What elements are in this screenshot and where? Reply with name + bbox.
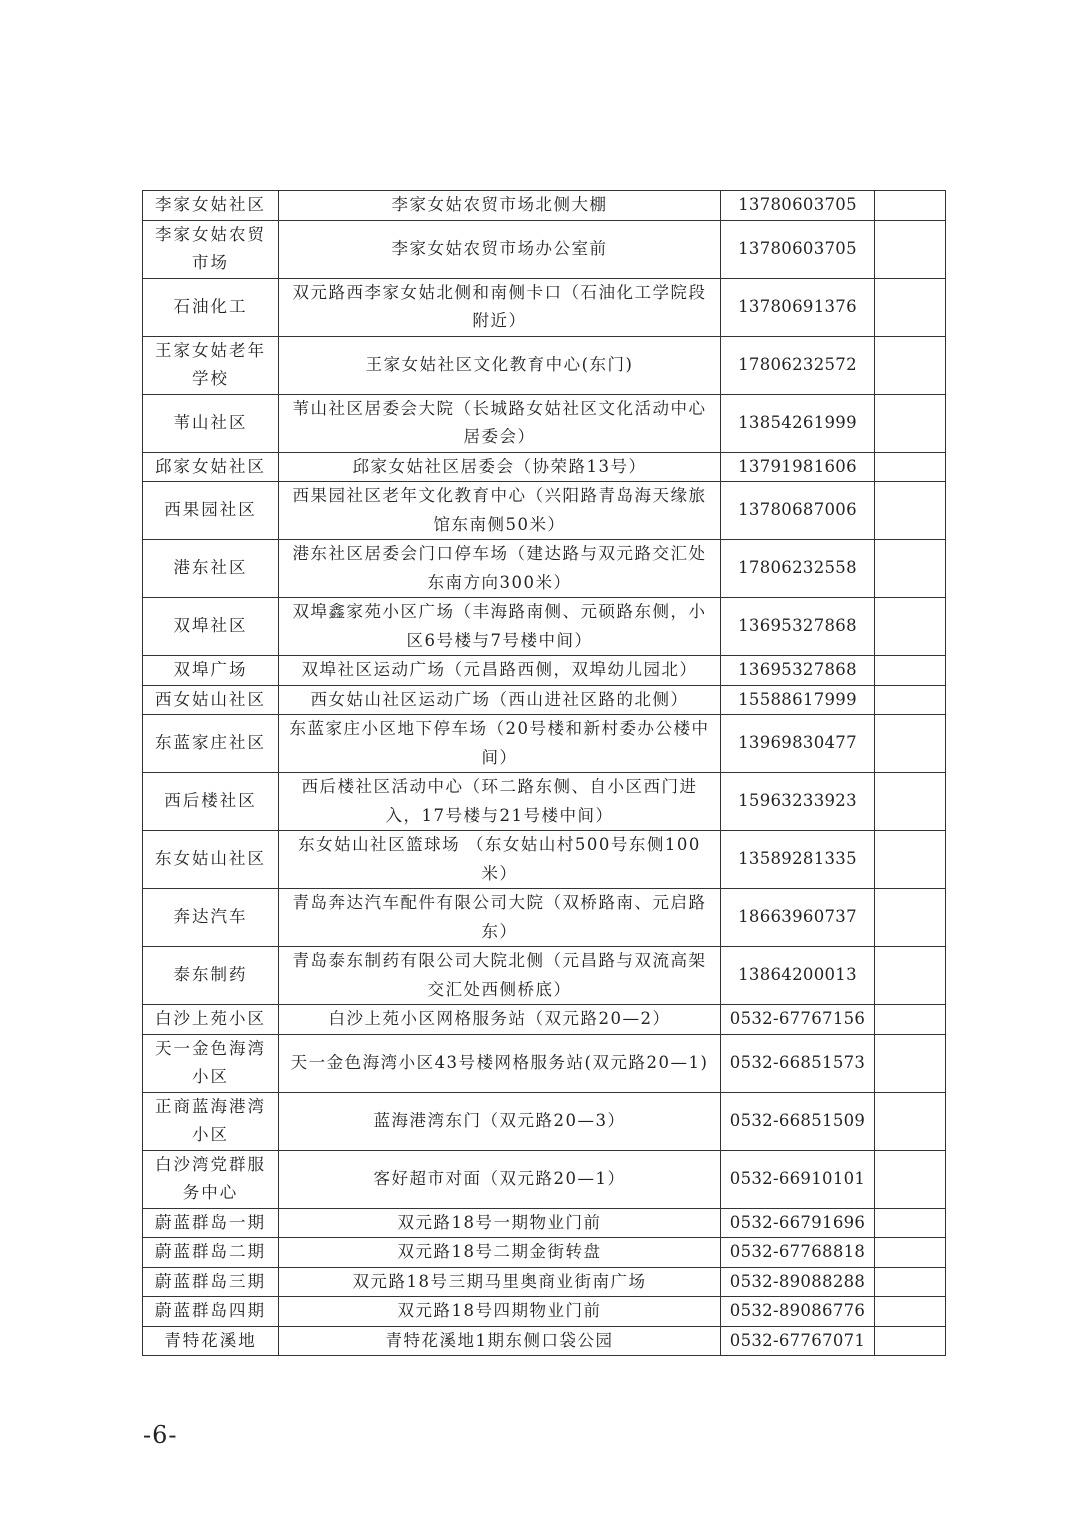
table-row — [143, 191, 946, 221]
cell-address: 蓝海港湾东门（双元路20—3） — [279, 1092, 721, 1150]
cell-phone: 13854261999 — [721, 394, 875, 452]
cell-address: 双元路18号三期马里奥商业街南广场 — [279, 1267, 721, 1297]
table-row — [143, 715, 946, 773]
cell-note — [875, 1208, 946, 1238]
cell-site-name: 蔚蓝群岛三期 — [143, 1267, 279, 1297]
cell-site-name: 西女姑山社区 — [143, 685, 279, 715]
table-row — [143, 1238, 946, 1268]
cell-phone: 0532-66910101 — [721, 1150, 875, 1208]
cell-site-name: 西后楼社区 — [143, 773, 279, 831]
cell-phone: 13791981606 — [721, 452, 875, 482]
table-row — [143, 220, 946, 278]
cell-note — [875, 336, 946, 394]
cell-phone: 0532-89088288 — [721, 1267, 875, 1297]
cell-site-name: 王家女姑老年学校 — [143, 336, 279, 394]
cell-site-name: 蔚蓝群岛一期 — [143, 1208, 279, 1238]
cell-address: 双埠社区运动广场（元昌路西侧，双埠幼儿园北） — [279, 656, 721, 686]
cell-phone: 18663960737 — [721, 889, 875, 947]
cell-site-name: 石油化工 — [143, 278, 279, 336]
table-row — [143, 831, 946, 889]
table-row — [143, 656, 946, 686]
cell-note — [875, 482, 946, 540]
cell-note — [875, 220, 946, 278]
cell-phone: 13589281335 — [721, 831, 875, 889]
cell-note — [875, 773, 946, 831]
cell-address: 天一金色海湾小区43号楼网格服务站(双元路20—1) — [279, 1034, 721, 1092]
cell-phone: 0532-66851573 — [721, 1034, 875, 1092]
cell-site-name: 苇山社区 — [143, 394, 279, 452]
cell-address: 双元路西李家女姑北侧和南侧卡口（石油化工学院段附近） — [279, 278, 721, 336]
cell-note — [875, 394, 946, 452]
cell-site-name: 李家女姑社区 — [143, 191, 279, 221]
cell-address: 双埠鑫家苑小区广场（丰海路南侧、元硕路东侧，小区6号楼与7号楼中间） — [279, 598, 721, 656]
cell-site-name: 西果园社区 — [143, 482, 279, 540]
table-row — [143, 482, 946, 540]
testing-sites-table — [142, 190, 946, 1356]
cell-address: 双元路18号一期物业门前 — [279, 1208, 721, 1238]
cell-site-name: 泰东制药 — [143, 947, 279, 1005]
cell-address: 港东社区居委会门口停车场（建达路与双元路交汇处东南方向300米） — [279, 540, 721, 598]
cell-note — [875, 1267, 946, 1297]
table-row — [143, 1005, 946, 1035]
cell-phone: 13969830477 — [721, 715, 875, 773]
cell-site-name: 东女姑山社区 — [143, 831, 279, 889]
cell-address: 西女姑山社区运动广场（西山进社区路的北侧） — [279, 685, 721, 715]
table-body — [143, 191, 946, 1356]
cell-site-name: 邱家女姑社区 — [143, 452, 279, 482]
table-row — [143, 889, 946, 947]
table-row — [143, 394, 946, 452]
table-row — [143, 1208, 946, 1238]
cell-note — [875, 1005, 946, 1035]
cell-phone: 17806232558 — [721, 540, 875, 598]
cell-site-name: 正商蓝海港湾小区 — [143, 1092, 279, 1150]
cell-site-name: 天一金色海湾小区 — [143, 1034, 279, 1092]
cell-phone: 0532-67767071 — [721, 1326, 875, 1356]
table-row — [143, 685, 946, 715]
cell-phone: 0532-67768818 — [721, 1238, 875, 1268]
cell-note — [875, 1297, 946, 1327]
cell-site-name: 蔚蓝群岛二期 — [143, 1238, 279, 1268]
cell-address: 西后楼社区活动中心（环二路东侧、自小区西门进入，17号楼与21号楼中间） — [279, 773, 721, 831]
page-number: -6- — [143, 1421, 178, 1449]
table-row — [143, 452, 946, 482]
cell-phone: 0532-66851509 — [721, 1092, 875, 1150]
cell-note — [875, 1150, 946, 1208]
cell-note — [875, 598, 946, 656]
table-row — [143, 278, 946, 336]
cell-site-name: 白沙湾党群服务中心 — [143, 1150, 279, 1208]
cell-address: 双元路18号四期物业门前 — [279, 1297, 721, 1327]
cell-phone: 13695327868 — [721, 656, 875, 686]
cell-note — [875, 1326, 946, 1356]
cell-address: 青岛奔达汽车配件有限公司大院（双桥路南、元启路东） — [279, 889, 721, 947]
cell-note — [875, 540, 946, 598]
cell-address: 李家女姑农贸市场北侧大棚 — [279, 191, 721, 221]
cell-phone: 13780691376 — [721, 278, 875, 336]
table-row — [143, 598, 946, 656]
cell-note — [875, 191, 946, 221]
cell-address: 青岛泰东制药有限公司大院北侧（元昌路与双流高架交汇处西侧桥底） — [279, 947, 721, 1005]
cell-note — [875, 889, 946, 947]
cell-site-name: 白沙上苑小区 — [143, 1005, 279, 1035]
cell-phone: 0532-66791696 — [721, 1208, 875, 1238]
table-row — [143, 540, 946, 598]
cell-address: 邱家女姑社区居委会（协荣路13号） — [279, 452, 721, 482]
cell-address: 西果园社区老年文化教育中心（兴阳路青岛海天缘旅馆东南侧50米） — [279, 482, 721, 540]
cell-site-name: 双埠社区 — [143, 598, 279, 656]
table-row — [143, 1092, 946, 1150]
cell-site-name: 青特花溪地 — [143, 1326, 279, 1356]
cell-address: 东蓝家庄小区地下停车场（20号楼和新村委办公楼中间） — [279, 715, 721, 773]
cell-phone: 13780603705 — [721, 191, 875, 221]
table-row — [143, 947, 946, 1005]
cell-note — [875, 685, 946, 715]
cell-phone: 0532-67767156 — [721, 1005, 875, 1035]
cell-site-name: 李家女姑农贸市场 — [143, 220, 279, 278]
cell-phone: 13864200013 — [721, 947, 875, 1005]
cell-site-name: 蔚蓝群岛四期 — [143, 1297, 279, 1327]
cell-note — [875, 715, 946, 773]
cell-address: 李家女姑农贸市场办公室前 — [279, 220, 721, 278]
cell-address: 客好超市对面（双元路20—1） — [279, 1150, 721, 1208]
cell-phone: 17806232572 — [721, 336, 875, 394]
cell-phone: 15588617999 — [721, 685, 875, 715]
cell-note — [875, 1238, 946, 1268]
table-row — [143, 1326, 946, 1356]
cell-note — [875, 947, 946, 1005]
table-row — [143, 1267, 946, 1297]
cell-address: 苇山社区居委会大院（长城路女姑社区文化活动中心居委会） — [279, 394, 721, 452]
cell-note — [875, 278, 946, 336]
table-row — [143, 1297, 946, 1327]
table-row — [143, 1034, 946, 1092]
cell-phone: 13780687006 — [721, 482, 875, 540]
cell-address: 双元路18号二期金街转盘 — [279, 1238, 721, 1268]
cell-note — [875, 831, 946, 889]
cell-address: 王家女姑社区文化教育中心(东门) — [279, 336, 721, 394]
table-row — [143, 1150, 946, 1208]
cell-note — [875, 656, 946, 686]
cell-phone: 0532-89086776 — [721, 1297, 875, 1327]
cell-site-name: 港东社区 — [143, 540, 279, 598]
cell-note — [875, 1092, 946, 1150]
cell-address: 东女姑山社区篮球场 （东女姑山村500号东侧100米） — [279, 831, 721, 889]
cell-phone: 15963233923 — [721, 773, 875, 831]
cell-address: 白沙上苑小区网格服务站（双元路20—2） — [279, 1005, 721, 1035]
cell-note — [875, 1034, 946, 1092]
table-row — [143, 336, 946, 394]
cell-site-name: 东蓝家庄社区 — [143, 715, 279, 773]
cell-note — [875, 452, 946, 482]
cell-phone: 13780603705 — [721, 220, 875, 278]
cell-site-name: 双埠广场 — [143, 656, 279, 686]
table-row — [143, 773, 946, 831]
cell-phone: 13695327868 — [721, 598, 875, 656]
cell-address: 青特花溪地1期东侧口袋公园 — [279, 1326, 721, 1356]
cell-site-name: 奔达汽车 — [143, 889, 279, 947]
